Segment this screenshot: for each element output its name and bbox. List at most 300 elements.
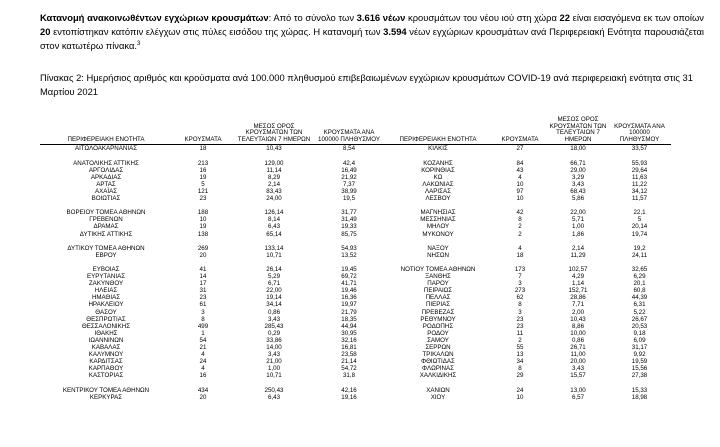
table-row [40, 344, 671, 351]
cell-cases-left: 16 [199, 372, 207, 380]
cell-avg-7day-left: 6,43 [267, 223, 281, 231]
cell-per-100k-right: 19,2 [633, 244, 646, 252]
cell-per-100k-right: 9,18 [633, 329, 646, 337]
cell-avg-7day-right: 6,57 [571, 393, 585, 401]
cell-cases-right: 4 [518, 244, 522, 252]
table-row [40, 323, 671, 330]
cell-per-100k-left [314, 238, 384, 245]
header-region-2: ΠΕΡΙΦΕΡΕΙΑΚΗ ΕΝΟΤΗΤΑ [384, 117, 492, 145]
cell-per-100k-left [314, 259, 384, 266]
cell-region-left [40, 379, 172, 386]
cell-avg-7day-left: 0,29 [267, 329, 281, 337]
cell-cases-left: 8 [201, 315, 205, 323]
cell-avg-7day-left: 11,14 [266, 166, 282, 174]
cell-per-100k-right: 5 [637, 216, 642, 224]
cell-per-100k-right: 24,11 [631, 251, 648, 259]
table-row [40, 280, 671, 287]
cell-cases-left: 3 [201, 308, 205, 316]
cell-avg-7day-left: 8,29 [267, 173, 281, 181]
cell-region-left: ΚΕΝΤΡΙΚΟΥ ΤΟΜΕΑ ΑΘΗΝΩΝ [62, 386, 150, 394]
cell-per-100k-left: 31,49 [341, 216, 357, 224]
cell-avg-7day-left: 6,71 [267, 280, 281, 288]
cell-cases-right: 11 [516, 329, 524, 337]
cell-region-left: ΗΡΑΚΛΕΙΟΥ [88, 301, 124, 309]
cell-avg-7day-left: 10,43 [266, 145, 282, 153]
cell-region-right: ΤΡΙΚΑΛΩΝ [422, 351, 454, 359]
cell-per-100k-left: 23,58 [341, 351, 357, 359]
cell-per-100k-right: 6,09 [633, 336, 646, 344]
regional-cases-table [40, 117, 671, 401]
cell-avg-7day-right: 0,86 [571, 336, 585, 344]
cell-per-100k-left: 30,95 [341, 329, 357, 337]
cell-per-100k-left: 16,36 [341, 294, 357, 302]
cell-avg-7day-right: 3,43 [571, 180, 585, 188]
cell-region-left: ΚΕΡΚΥΡΑΣ [89, 393, 123, 401]
cell-cases-right: 62 [516, 294, 524, 302]
cell-cases-right: 273 [514, 287, 526, 295]
cell-region-left: ΚΑΡΔΙΤΣΑΣ [89, 358, 123, 366]
intro-paragraph [40, 11, 704, 53]
cell-per-100k-right: 15,56 [631, 365, 648, 373]
cell-avg-7day-right [548, 152, 608, 159]
cell-per-100k-left: 42,4 [342, 159, 356, 167]
cell-region-right: ΡΟΔΟΠΗΣ [422, 322, 454, 330]
intro-text-4: εντοπίστηκαν κατόπιν ελέγχων στις πύλες εισόδου της χώρας. Η κατανομή των [50, 25, 384, 37]
cell-cases-left: 4 [201, 351, 205, 359]
intro-total-new: 3.616 νέων [356, 12, 406, 23]
cell-per-100k-left: 21,14 [341, 358, 357, 366]
cell-per-100k-left: 21,79 [341, 308, 357, 316]
intro-imported: 22 [559, 12, 570, 23]
cell-avg-7day-left: 250,43 [264, 386, 284, 394]
cell-cases-left: 16 [199, 166, 207, 174]
cell-per-100k-left: 16,81 [341, 344, 357, 351]
cell-cases-right: 13 [516, 351, 524, 359]
intro-text-1: : Από το σύνολο των [268, 12, 357, 23]
cell-avg-7day-right: 22,00 [570, 209, 586, 217]
table-caption: Πίνακας 2: Ημερήσιος αριθμός και κρούσματα ανά 100.000 πληθυσμού επιβεβαιωμένων εγχώριων κρουσμάτων COVID-19 ανά περιφερειακή ενότητα στις 31 Μαρτίου 2021 [40, 71, 693, 97]
cell-region-right [384, 379, 492, 386]
cell-cases-right: 173 [514, 265, 526, 273]
cell-avg-7day-left: 129,00 [264, 159, 284, 167]
cell-per-100k-right: 26,67 [631, 315, 648, 323]
cell-region-left: ΘΕΣΠΡΩΤΙΑΣ [86, 315, 126, 323]
cell-avg-7day-right: 4,29 [571, 273, 585, 281]
cell-per-100k-left: 85,75 [341, 230, 357, 238]
cell-avg-7day-right: 152,71 [568, 287, 588, 295]
cell-cases-left: 5 [201, 180, 205, 188]
cell-cases-left: 121 [197, 187, 209, 195]
cell-cases-right: 8 [518, 301, 522, 309]
cell-cases-right: 7 [518, 273, 522, 281]
cell-cases-right: 10 [516, 180, 524, 188]
cell-avg-7day-right: 8,86 [571, 322, 585, 330]
cell-cases-right: 29 [516, 372, 524, 380]
cell-cases-left: 17 [199, 280, 207, 288]
table-row [40, 266, 671, 273]
cell-avg-7day-right: 1,00 [571, 223, 585, 231]
cell-avg-7day-right: 29,00 [570, 166, 586, 174]
cell-avg-7day-left [234, 202, 314, 209]
cell-region-right: ΠΙΕΡΙΑΣ [425, 301, 451, 309]
cell-per-100k-right: 11,57 [631, 195, 648, 203]
cell-per-100k-left: 13,52 [341, 251, 357, 259]
cell-cases-right: 2 [518, 230, 522, 238]
cell-avg-7day-right: 15,57 [570, 372, 586, 380]
cell-per-100k-right: 6,31 [633, 301, 646, 309]
header-per-100k-2: ΚΡΟΥΣΜΑΤΑ ΑΝΑ 100000 ΠΛΗΘΥΣΜΟΥ [608, 117, 671, 145]
cell-per-100k-right: 5,22 [633, 308, 646, 316]
cell-avg-7day-right: 2,00 [571, 308, 585, 316]
cell-region-right [384, 152, 492, 159]
cell-avg-7day-left: 6,43 [267, 393, 281, 401]
table-row [40, 188, 671, 195]
footnote-mark: 3 [137, 41, 141, 48]
cell-cases-left: 21 [199, 344, 207, 351]
cell-per-100k-right: 19,74 [631, 230, 648, 238]
cell-region-right [384, 259, 492, 266]
cell-region-left: ΖΑΚΥΝΘΟΥ [88, 280, 124, 288]
cell-cases-left: 499 [197, 322, 209, 330]
cell-per-100k-left [314, 152, 384, 159]
cell-region-left [40, 152, 172, 159]
cell-per-100k-right: 9,92 [633, 351, 646, 359]
cell-cases-right: 24 [516, 386, 524, 394]
cell-region-right: ΡΕΘΥΜΝΟΥ [420, 315, 456, 323]
table-row [40, 195, 671, 202]
cell-avg-7day-right: 28,86 [570, 294, 586, 302]
cell-per-100k-left: 41,71 [341, 280, 357, 288]
cell-per-100k-right: 34,12 [631, 187, 648, 195]
cell-avg-7day-right: 26,71 [570, 344, 586, 351]
cell-cases-left [172, 379, 234, 386]
intro-heading: Κατανομή ανακοινωθέντων εγχώριων κρουσμάτων [40, 12, 269, 23]
cell-per-100k-right: 27,38 [631, 372, 648, 380]
cell-region-right: ΠΕΙΡΑΙΩΣ [423, 287, 453, 295]
cell-region-right: ΠΕΛΛΑΣ [425, 294, 451, 302]
cell-per-100k-left: 21,92 [341, 173, 357, 181]
cell-cases-left: 4 [201, 365, 205, 373]
table-row [40, 365, 671, 372]
cell-region-right: ΜΕΣΣΗΝΙΑΣ [420, 216, 456, 224]
cell-avg-7day-right: 102,57 [568, 265, 588, 273]
cell-per-100k-left: 19,97 [341, 301, 357, 309]
cell-per-100k-right: 20,14 [631, 223, 648, 231]
cell-avg-7day-right: 1,86 [571, 230, 585, 238]
cell-region-right: ΝΟΤΙΟΥ ΤΟΜΕΑ ΑΘΗΝΩΝ [400, 265, 476, 273]
cell-avg-7day-left [234, 238, 314, 245]
cell-region-right: ΛΕΣΒΟΥ [425, 195, 451, 203]
header-7day-avg-2: ΜΕΣΟΣ ΟΡΟΣ ΚΡΟΥΣΜΑΤΩΝ ΤΩΝ ΤΕΛΕΥΤΑΙΩΝ 7 ΗΜΕΡΩΝ [548, 117, 608, 145]
cell-per-100k-right: 18,98 [631, 393, 648, 401]
table-header-row [40, 117, 671, 145]
cell-region-left: ΑΡΚΑΔΙΑΣ [90, 173, 122, 181]
cell-region-left [40, 202, 172, 209]
cell-per-100k-right: 32,65 [631, 265, 648, 273]
cell-cases-left: 20 [199, 251, 207, 259]
cell-region-right [384, 202, 492, 209]
cell-region-right: ΠΑΡΟΥ [427, 280, 449, 288]
cell-avg-7day-right: 10,00 [570, 329, 586, 337]
cell-region-right: ΣΑΜΟΥ [427, 336, 449, 344]
cell-avg-7day-right: 18,00 [570, 145, 586, 153]
cell-avg-7day-left: 0,86 [267, 308, 281, 316]
cell-per-100k-left: 18,35 [341, 315, 357, 323]
cell-cases-left [172, 152, 234, 159]
cell-region-left: ΑΡΓΟΛΙΔΑΣ [88, 166, 124, 174]
table-row [40, 351, 671, 358]
cell-region-right: ΚΩ [433, 173, 443, 181]
cell-cases-right: 3 [518, 308, 522, 316]
intro-at-gates: 20 [40, 25, 51, 37]
cell-avg-7day-left: 34,14 [266, 301, 282, 309]
table-row [40, 252, 671, 259]
cell-per-100k-left: 42,16 [341, 386, 357, 394]
cell-region-left: ΒΟΙΩΤΙΑΣ [91, 195, 121, 203]
cell-avg-7day-right [548, 202, 608, 209]
cell-cases-right [492, 202, 548, 209]
cell-per-100k-left: 32,16 [341, 336, 357, 344]
cell-cases-left: 54 [199, 336, 207, 344]
cell-avg-7day-left [234, 379, 314, 386]
cell-per-100k-left: 16,49 [341, 166, 357, 174]
cell-region-left: ΚΑΡΠΑΘΟΥ [88, 365, 124, 373]
cell-region-left: ΓΡΕΒΕΝΩΝ [89, 216, 123, 224]
cell-region-left: ΚΑΒΑΛΑΣ [91, 344, 121, 351]
cell-cases-right: 97 [516, 187, 524, 195]
table-row [40, 387, 671, 394]
cell-avg-7day-left: 14,00 [266, 344, 282, 351]
cell-region-right: ΜΥΚΟΝΟΥ [422, 230, 454, 238]
cell-per-100k-left: 54,72 [341, 365, 357, 373]
cell-cases-right: 43 [516, 166, 524, 174]
cell-per-100k-left: 19,45 [341, 265, 357, 273]
table-row [40, 223, 671, 230]
cell-per-100k-right: 60,8 [633, 287, 646, 295]
cell-region-left: ΗΜΑΘΙΑΣ [91, 294, 121, 302]
cell-avg-7day-left: 83,43 [266, 187, 282, 195]
cell-region-right: ΛΑΚΩΝΙΑΣ [422, 180, 454, 188]
cell-per-100k-right: 11,63 [631, 173, 648, 181]
cell-cases-right: 55 [516, 344, 524, 351]
cell-per-100k-right: 22,1 [633, 209, 646, 217]
table-row [40, 337, 671, 344]
cell-region-right: ΚΟΖΑΝΗΣ [423, 159, 453, 167]
header-cases: ΚΡΟΥΣΜΑΤΑ [172, 117, 234, 145]
cell-region-left: ΗΛΕΙΑΣ [94, 287, 118, 295]
cell-per-100k-right: 44,39 [631, 294, 648, 302]
cell-region-left: ΒΟΡΕΙΟΥ ΤΟΜΕΑ ΑΘΗΝΩΝ [66, 209, 146, 217]
cell-avg-7day-right [548, 238, 608, 245]
cell-region-right: ΦΘΙΩΤΙΔΑΣ [421, 358, 455, 366]
cell-region-left: ΘΑΣΟΥ [95, 308, 117, 316]
cell-region-right: ΧΙΟΥ [430, 393, 446, 401]
cell-cases-left: 1 [201, 329, 205, 337]
header-7day-avg: ΜΕΣΟΣ ΟΡΟΣ ΚΡΟΥΣΜΑΤΩΝ ΤΩΝ ΤΕΛΕΥΤΑΙΩΝ 7 ΗΜΕΡΩΝ [234, 117, 314, 145]
cell-cases-right: 34 [516, 358, 524, 366]
cell-cases-left: 18 [199, 145, 207, 153]
header-per-100k: ΚΡΟΥΣΜΑΤΑ ΑΝΑ 100000 ΠΛΗΘΥΣΜΟΥ [314, 117, 384, 145]
cell-avg-7day-left: 33,86 [266, 336, 282, 344]
cell-cases-left: 31 [199, 287, 207, 295]
cell-cases-right: 27 [516, 145, 524, 153]
cell-cases-right: 8 [518, 216, 522, 224]
intro-domestic: 3.594 [383, 25, 407, 37]
header-cases-2: ΚΡΟΥΣΜΑΤΑ [492, 117, 548, 145]
cell-per-100k-right [608, 202, 671, 209]
cell-cases-left: 10 [199, 216, 207, 224]
cell-region-left: ΕΒΡΟΥ [95, 251, 117, 259]
cell-region-right: ΦΛΩΡΙΝΑΣ [422, 365, 454, 373]
cell-per-100k-left: 19,33 [341, 223, 357, 231]
cell-cases-left: 20 [199, 393, 207, 401]
cell-cases-right [492, 379, 548, 386]
cell-avg-7day-right: 3,43 [571, 365, 585, 373]
cell-per-100k-left: 19,46 [341, 287, 357, 295]
cell-region-right: ΝΑΞΟΥ [427, 244, 449, 252]
cell-per-100k-left [314, 202, 384, 209]
cell-avg-7day-right: 5,86 [571, 195, 585, 203]
cell-cases-right: 18 [516, 251, 524, 259]
cell-avg-7day-right: 66,71 [570, 159, 586, 167]
cell-cases-left: 24 [199, 358, 207, 366]
cell-cases-left [172, 259, 234, 266]
cell-per-100k-right: 6,29 [633, 273, 646, 281]
intro-text-3: είναι εισαγόμενα εκ των οποίων [569, 12, 704, 23]
cell-avg-7day-right: 3,29 [571, 173, 585, 181]
cell-cases-left: 269 [197, 244, 209, 252]
cell-per-100k-left: 54,93 [341, 244, 357, 252]
table-row [40, 287, 671, 294]
table-row [40, 174, 671, 181]
cell-cases-left [172, 202, 234, 209]
cell-cases-right: 23 [516, 322, 524, 330]
cell-per-100k-right: 55,93 [631, 159, 648, 167]
cell-cases-right: 10 [516, 195, 524, 203]
cell-region-right: ΜΗΛΟΥ [426, 223, 450, 231]
table-row [40, 294, 671, 301]
cell-avg-7day-right: 20,00 [570, 358, 586, 366]
cell-region-right: ΣΕΡΡΩΝ [425, 344, 451, 351]
cell-region-right: ΧΑΛΚΙΔΙΚΗΣ [419, 372, 457, 380]
cell-cases-right: 8 [518, 365, 522, 373]
cell-cases-left: 41 [199, 265, 207, 273]
cell-region-left: ΘΕΣΣΑΛΟΝΙΚΗΣ [81, 322, 131, 330]
table-row [40, 245, 671, 252]
cell-cases-left: 213 [197, 159, 209, 167]
cell-cases-left: 61 [199, 301, 207, 309]
table-row [40, 394, 671, 401]
cell-avg-7day-left: 285,43 [264, 322, 284, 330]
table-spacer-row [40, 152, 671, 159]
cell-per-100k-right: 19,59 [631, 358, 648, 366]
table-spacer-row [40, 379, 671, 386]
cell-region-right [384, 238, 492, 245]
cell-per-100k-left: 19,16 [341, 393, 357, 401]
intro-text-2: κρουσμάτων του νέου ιού στη χώρα [405, 12, 560, 23]
cell-cases-right: 2 [518, 336, 522, 344]
cell-avg-7day-left: 22,00 [266, 287, 282, 295]
cell-region-left: ΔΥΤΙΚΟΥ ΤΟΜΕΑ ΑΘΗΝΩΝ [67, 244, 145, 252]
cell-avg-7day-right: 10,43 [570, 315, 586, 323]
table-row [40, 231, 671, 238]
table-row [40, 309, 671, 316]
cell-per-100k-left [314, 379, 384, 386]
table-row [40, 209, 671, 216]
header-region: ΠΕΡΙΦΕΡΕΙΑΚΗ ΕΝΟΤΗΤΑ [40, 117, 172, 145]
cell-avg-7day-left: 3,43 [267, 315, 281, 323]
cell-region-right: ΝΗΣΩΝ [427, 251, 449, 259]
cell-avg-7day-right: 7,71 [571, 301, 585, 309]
cell-per-100k-right: 33,57 [631, 145, 648, 153]
cell-region-left: ΔΡΑΜΑΣ [93, 223, 119, 231]
cell-region-right: ΠΡΕΒΕΖΑΣ [421, 308, 455, 316]
table-row [40, 145, 671, 153]
cell-region-left: ΕΥΡΥΤΑΝΙΑΣ [86, 273, 126, 281]
cell-avg-7day-left: 2,14 [267, 180, 281, 188]
cell-per-100k-right [608, 152, 671, 159]
cell-region-left: ΑΙΤΩΛΟΑΚΑΡΝΑΝΙΑΣ [74, 145, 138, 153]
cell-avg-7day-right: 1,14 [571, 280, 585, 288]
cell-avg-7day-left: 126,14 [264, 209, 284, 217]
cell-cases-right: 10 [516, 393, 524, 401]
cell-region-left [40, 259, 172, 266]
cell-cases-left: 23 [199, 294, 207, 302]
cell-avg-7day-left: 10,71 [266, 372, 282, 380]
cell-cases-right: 4 [518, 173, 522, 181]
cell-cases-right: 3 [518, 280, 522, 288]
cell-cases-right [492, 259, 548, 266]
table-body [40, 145, 671, 401]
cell-region-right: ΡΟΔΟΥ [427, 329, 449, 337]
cell-avg-7day-left: 5,29 [267, 273, 281, 281]
cell-region-left: ΑΧΑΪΑΣ [94, 187, 118, 195]
cell-avg-7day-left: 10,71 [266, 251, 282, 259]
table-row [40, 167, 671, 174]
cell-avg-7day-right: 13,00 [570, 386, 586, 394]
cell-avg-7day-left: 3,43 [267, 351, 281, 359]
cell-per-100k-right: 31,17 [631, 344, 648, 351]
table-row [40, 372, 671, 379]
cell-cases-right: 2 [518, 223, 522, 231]
cell-cases-left: 23 [199, 195, 207, 203]
cell-region-right: ΞΑΝΘΗΣ [425, 273, 451, 281]
cell-per-100k-right [608, 238, 671, 245]
cell-per-100k-right: 29,64 [631, 166, 648, 174]
cell-avg-7day-left: 133,14 [264, 244, 284, 252]
cell-avg-7day-right: 11,00 [570, 351, 586, 359]
cell-cases-left: 188 [197, 209, 209, 217]
cell-per-100k-left: 7,37 [342, 180, 356, 188]
cell-per-100k-left: 31,8 [342, 372, 356, 380]
cell-cases-right: 84 [516, 159, 524, 167]
cell-per-100k-right [608, 259, 671, 266]
table-spacer-row [40, 259, 671, 266]
cell-cases-left: 434 [197, 386, 209, 394]
table-row [40, 160, 671, 167]
cell-avg-7day-left: 65,14 [266, 230, 282, 238]
table-row [40, 330, 671, 337]
cell-region-right: ΧΑΝΙΩΝ [426, 386, 450, 394]
cell-region-left: ΑΝΑΤΟΛΙΚΗΣ ΑΤΤΙΚΗΣ [73, 159, 139, 167]
cell-avg-7day-left: 21,00 [266, 358, 282, 366]
cell-region-right: ΜΑΓΝΗΣΙΑΣ [420, 209, 456, 217]
cell-avg-7day-left: 1,00 [267, 365, 281, 373]
cell-cases-right: 42 [516, 209, 524, 217]
cell-region-left: ΔΥΤΙΚΗΣ ΑΤΤΙΚΗΣ [79, 230, 133, 238]
cell-region-left: ΙΘΑΚΗΣ [94, 329, 118, 337]
cell-cases-right [492, 238, 548, 245]
